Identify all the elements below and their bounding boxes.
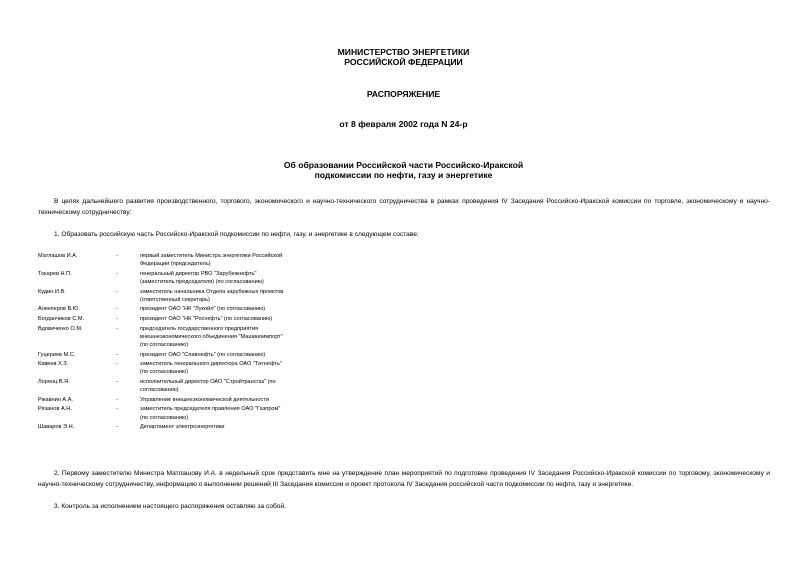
member-name: Богданчиков С.М. [38,315,85,322]
member-role-line: исполнительный директор ОАО "Стройтрансгаз" (по [140,378,276,385]
member-row [38,396,358,404]
member-row [38,351,358,359]
ministry-line-1: МИНИСТЕРСТВО ЭНЕРГЕТИКИ [337,47,470,57]
member-name: Кавеев Х.З. [38,361,69,368]
member-role [140,325,358,350]
member-dash: - [116,351,118,358]
member-role [140,252,358,268]
member-dash: - [116,253,118,259]
member-role [140,396,358,404]
member-name: Гуцериев М.С. [38,351,76,358]
member-name: Ржавнин А.А. [38,396,73,403]
member-dash: - [116,378,118,385]
member-role-line: президент ОАО "НК "Лукойл" (по согласованию) [140,306,266,313]
document-type: РАСПОРЯЖЕНИЕ [366,89,441,99]
member-role [140,270,358,286]
member-row [38,305,358,313]
member-role-line: заместитель председателя правления ОАО "Газпром" [140,406,281,413]
member-role [140,405,358,421]
item-1-paragraph: 1. Образовать российскую часть Российско-Иракской подкомиссии по нефти, газу, и энергетике в следующем составе: [54,231,419,238]
member-role [140,360,358,376]
intro-paragraph: В целях дальнейшего развития производственного, торгового, экономического и научно-технического сотрудничества в рамках проведения IV Заседания Российско-Иракской комиссии по торговле, экономическому и научно-техническому сотрудничеству: [38,198,770,216]
title-line-1: Об образовании Российской части Российско-Иракской [283,160,524,170]
member-row [38,252,358,268]
item-3-paragraph: 3. Контроль за исполнением настоящего распоряжения оставляю за собой. [54,503,286,510]
member-role-line: Департамент электроэнергетики [140,424,225,431]
member-role [140,351,358,359]
member-role-line: (заместитель председателя) (по согласованию) [140,279,264,285]
ministry-header [0,47,807,67]
member-role-line: (по согласованию) [140,414,189,421]
member-row [38,315,358,323]
ministry-line-2: РОССИЙСКОЙ ФЕДЕРАЦИИ [344,57,463,67]
title-line-2: подкомиссии по нефти, газу и энергетике [314,170,493,180]
member-row [38,423,358,431]
member-name: Кудин И.В. [38,288,66,295]
member-role [140,305,358,313]
member-role [140,288,358,304]
member-dash: - [116,288,118,295]
member-role [140,378,358,394]
member-row [38,325,358,350]
member-role-line: внешнеэкономического объединения "Машиноимпорт" [140,333,283,340]
member-dash: - [116,396,118,403]
member-role-line: (по согласованию) [140,369,189,376]
member-role-line: президент ОАО "Славнефть" (по согласованию) [140,351,266,358]
member-dash: - [116,306,118,313]
member-dash: - [116,315,118,322]
member-name: Матлашов И.А. [38,253,78,259]
member-name: Рязанов А.Н. [38,406,72,413]
member-role [140,315,358,323]
member-name: Токарев Н.П. [38,270,72,277]
member-role-line: первый заместитель Министра энергетики Российской [140,253,283,259]
member-name: Алекперов В.Ю. [38,306,80,313]
member-dash: - [116,270,118,277]
member-role-line: Управление внешнеэкономической деятельности [140,396,269,403]
member-dash: - [116,361,118,368]
member-role-line: заместитель начальника Отдела зарубежных проектов [140,288,284,295]
member-row [38,360,358,376]
member-dash: - [116,424,118,431]
member-dash: - [116,406,118,413]
member-dash: - [116,325,118,332]
member-role-line: заместитель генерального директора ОАО "Татнефть" [140,361,282,368]
member-name: Шаваров Э.Н. [38,424,75,431]
member-role-line: генеральный директор РВО "Зарубежнефть" [140,270,257,277]
member-role-line: Федерации (председатель) [140,261,211,268]
member-name: Вдовиченко О.М. [38,325,83,332]
member-role-line: (ответственный секретарь) [140,296,210,303]
member-role-line: согласованию) [140,387,179,394]
member-row [38,288,358,304]
member-name: Лоренц В.Я. [38,378,70,385]
member-row [38,405,358,421]
members-list [38,252,358,433]
member-role-line: (по согласованию) [140,341,189,348]
member-row [38,270,358,286]
member-role [140,423,358,431]
document-date: от 8 февраля 2002 года N 24-р [339,119,468,129]
member-row [38,378,358,394]
member-role-line: председатель государственного предприятия [140,325,259,332]
member-role-line: президент ОАО "НК "Роснефть" (по согласованию) [140,315,273,322]
document-title [0,160,807,180]
item-2-paragraph: 2. Первому заместителю Министра Матлашову И.А. в недельный срок представить мне на утверждение план мероприятий по подготовке проведения IV Заседания Российско-Иракской комиссии по торговому, экономическому и научно-техническому сотрудничеству, информацию о выполнении решений III Заседания комиссии и проект протокола IV Заседания российской части подкомиссии по нефти, газу и энергетике. [38,470,770,488]
